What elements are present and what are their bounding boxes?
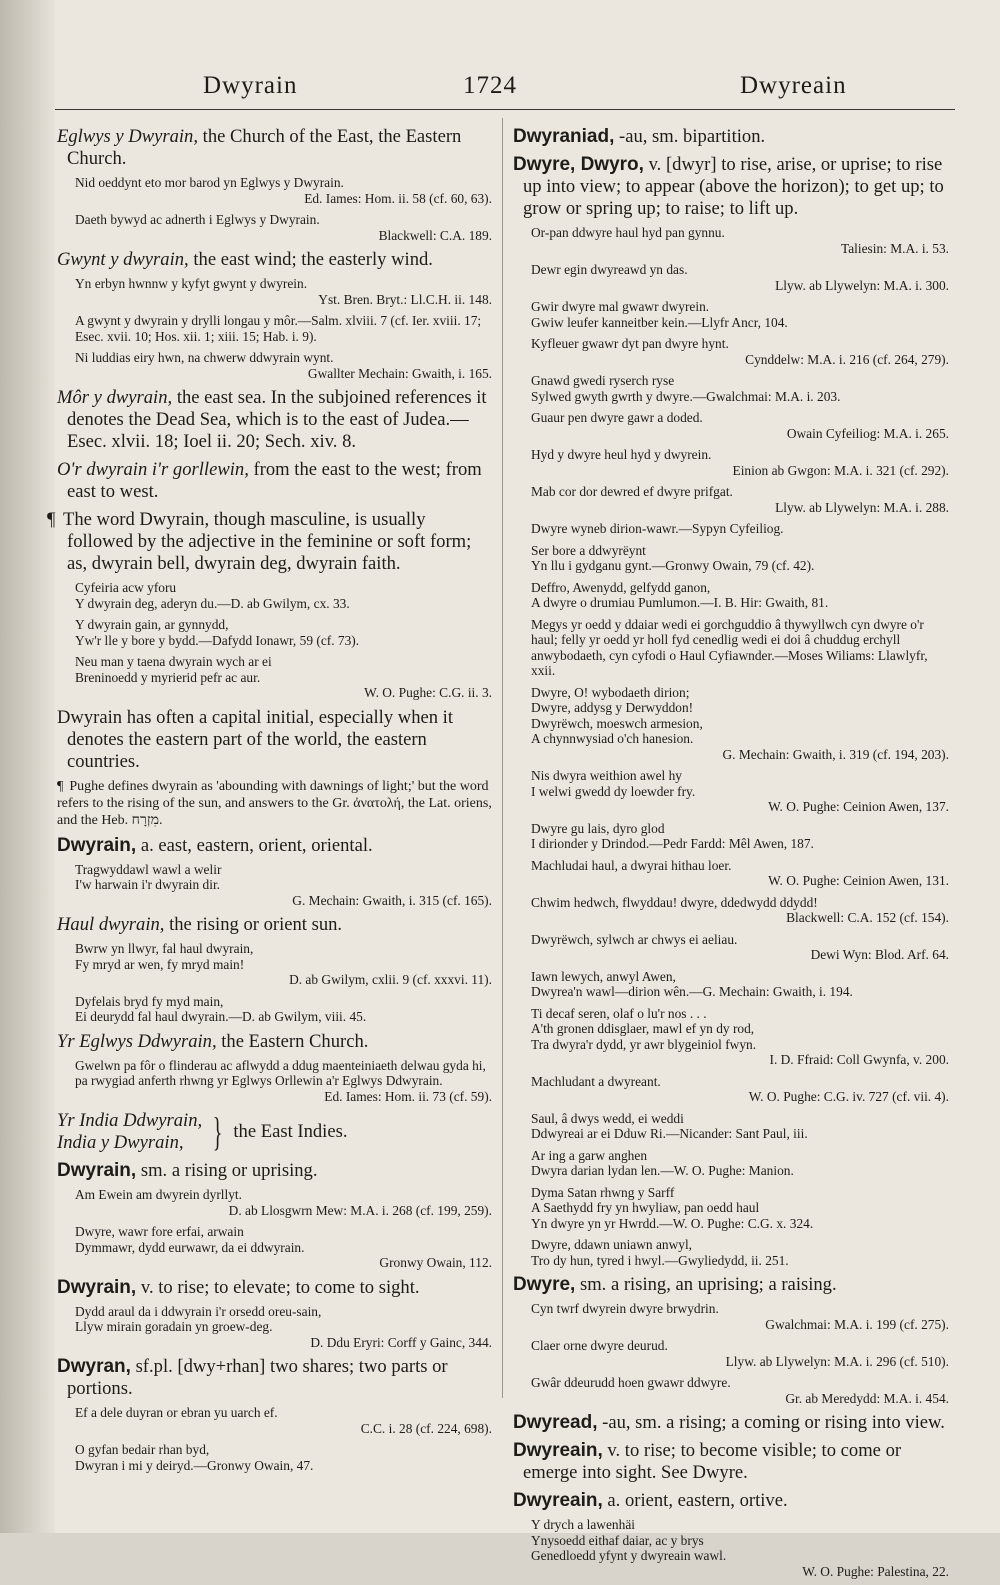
- citation: Gr. ab Meredydd: M.A. i. 454.: [785, 1390, 949, 1406]
- entry: [57, 459, 492, 503]
- quotation: Y drych a lawenhäi Ynysoedd eithaf daiar, ac y brys Genedloedd yfynt y dwyreain wawl. W. O. Pughe: Palestina, 22.: [531, 1517, 949, 1579]
- entry: [57, 249, 492, 271]
- citation: Gwallter Mechain: Gwaith, i. 165.: [307, 365, 492, 381]
- entry: [513, 126, 949, 148]
- citation: G. Mechain: Gwaith, i. 315 (cf. 165).: [292, 892, 492, 908]
- definition: the east sea. In the subjoined references it denotes the Dead Sea, which is to the east of Judea.—Esec. xlvii. 18; Ioel ii. 20; Sech. xiv. 8.: [67, 387, 487, 452]
- quotation: Machludant a dwyreant. W. O. Pughe: C.G. iv. 727 (cf. vii. 4).: [531, 1073, 949, 1104]
- brace-icon: }: [212, 1109, 223, 1154]
- citation: Einion ab Gwgon: M.A. i. 321 (cf. 292).: [732, 462, 949, 478]
- headword: Yr Eglwys Ddwyrain,: [57, 1030, 217, 1052]
- column-divider: [502, 118, 503, 1398]
- definition: a. orient, eastern, ortive.: [602, 1490, 788, 1511]
- quotation: Dwyre, wawr fore erfai, arwain Dymmawr, dydd eurwawr, da ei ddwyrain. Gronwy Owain, 112.: [75, 1224, 492, 1270]
- definition: the Eastern Church.: [216, 1030, 369, 1052]
- definition: sm. a rising, an uprising; a raising.: [575, 1274, 837, 1295]
- entry: [57, 1031, 492, 1053]
- definition: v. [dwyr] to rise, arise, or uprise; to rise up into view; to appear (above the horizon); to get up; to grow or spring up; to raise; to lift up.: [523, 154, 944, 219]
- quotation: Dwyre, ddawn uniawn anwyl, Tro dy hun, tyred i hwyl.—Gwyliedydd, ii. 251.: [531, 1237, 789, 1268]
- entry: [513, 1490, 949, 1512]
- headword: Môr y dwyrain,: [57, 387, 173, 408]
- definition: -au, sm. a rising; a coming or rising into view.: [597, 1412, 945, 1433]
- citation: W. O. Pughe: Palestina, 22.: [802, 1563, 949, 1579]
- citation: Blackwell: C.A. 152 (cf. 154).: [786, 910, 949, 925]
- quotation: Ser bore a ddwyrëynt Yn llu i gydganu gynt.—Gronwy Owain, 79 (cf. 42).: [531, 542, 815, 573]
- quotation: Am Ewein am dwyrein dyrllyt. D. ab Llosgwrn Mew: M.A. i. 268 (cf. 199, 259).: [75, 1187, 492, 1218]
- headword: Eglwys y Dwyrain,: [57, 126, 198, 147]
- definition: the east wind; the easterly wind.: [188, 249, 433, 270]
- entry: [57, 1110, 492, 1154]
- quotation: Or-pan ddwyre haul hyd pan gynnu. Taliesin: M.A. i. 53.: [531, 225, 949, 256]
- definition: the East Indies.: [233, 1121, 348, 1142]
- quotation: Ef a dele duyran or ebran yu uarch ef. C.C. i. 28 (cf. 224, 698).: [75, 1405, 492, 1436]
- quotation: Iawn lewych, anwyl Awen, Dwyrea'n wawl—dirion wên.—G. Mechain: Gwaith, i. 194.: [531, 968, 853, 999]
- pilcrow-icon: ¶: [57, 778, 64, 794]
- quotation: Neu man y taena dwyrain wych ar ei Breninoedd y myrierid pefr ac aur. W. O. Pughe: C.G. ii. 3.: [75, 654, 492, 700]
- usage-paragraph: Dwyrain has often a capital initial, especially when it denotes the eastern part of the world, the eastern countries.: [57, 706, 454, 772]
- citation: Ed. Iames: Hom. ii. 73 (cf. 59).: [324, 1088, 492, 1104]
- citation: Llyw. ab Llywelyn: M.A. i. 296 (cf. 510).: [725, 1353, 949, 1369]
- quotation: Nid oeddynt eto mor barod yn Eglwys y Dwyrain. Ed. Iames: Hom. ii. 58 (cf. 60, 63).: [75, 175, 492, 206]
- running-head-right: Dwyreain: [740, 72, 847, 99]
- headword: Yr India Ddwyrain,: [57, 1110, 203, 1131]
- quotation: Cyn twrf dwyrein dwyre brwydrin. Gwalchmai: M.A. i. 199 (cf. 275).: [531, 1301, 949, 1332]
- quotation: Tragwyddawl wawl a welir I'w harwain i'r dwyrain dir. G. Mechain: Gwaith, i. 315 (cf. 165).: [75, 861, 492, 908]
- citation: Blackwell: C.A. 189.: [378, 227, 492, 243]
- definition: the rising or orient sun.: [164, 914, 343, 935]
- definition: from the east to the west; from east to west.: [67, 459, 482, 502]
- definition: sm. a rising or uprising.: [136, 1160, 318, 1181]
- quotation: Ni luddias eiry hwn, na chwerw ddwyrain wynt. Gwallter Mechain: Gwaith, i. 165.: [75, 350, 492, 381]
- quotation: Kyfleuer gwawr dyt pan dwyre hynt. Cynddelw: M.A. i. 216 (cf. 264, 279).: [531, 336, 949, 367]
- quotation: Dydd araul da i ddwyrain i'r orsedd oreu-sain, Llyw mirain goradain yn groew-deg. D. Ddu Eryri: Corff y Gainc, 344.: [75, 1303, 492, 1350]
- quotation: Claer orne dwyre deurud. Llyw. ab Llywelyn: M.A. i. 296 (cf. 510).: [531, 1338, 949, 1369]
- entry: [57, 126, 492, 170]
- quotation: Dwyrëwch, sylwch ar chwys ei aeliau. Dewi Wyn: Blod. Arf. 64.: [531, 931, 949, 962]
- quotation: Hyd y dwyre heul hyd y dwyrein. Einion ab Gwgon: M.A. i. 321 (cf. 292).: [531, 447, 949, 478]
- quotation: A gwynt y dwyrain y drylli longau y môr.—Salm. xlviii. 7 (cf. Ier. xviii. 17; Esec. xvii. 10; Hos. xii. 1; xiii. 15; Hab. i. 9).: [75, 313, 482, 344]
- citation: Gronwy Owain, 112.: [379, 1255, 492, 1270]
- headword: India y Dwyrain,: [57, 1132, 184, 1153]
- right-column: [513, 120, 949, 1585]
- quotation: Ar ing a garw anghen Dwyra darian lydan len.—W. O. Pughe: Manion.: [531, 1147, 794, 1178]
- entry: [513, 1412, 949, 1434]
- headword: Gwynt y dwyrain,: [57, 249, 189, 270]
- citation: D. ab Gwilym, cxlii. 9 (cf. xxxvi. 11).: [289, 972, 492, 987]
- citation: C.C. i. 28 (cf. 224, 698).: [360, 1420, 492, 1436]
- page-number: 1724: [463, 72, 517, 99]
- definition: a. east, eastern, orient, oriental.: [136, 834, 373, 856]
- quotation: Y dwyrain gain, ar gynnydd, Yw'r lle y bore y bydd.—Dafydd Ionawr, 59 (cf. 73).: [75, 617, 360, 648]
- headword: Dwyraniad,: [513, 126, 615, 147]
- citation: W. O. Pughe: Ceinion Awen, 131.: [768, 873, 949, 888]
- citation: W. O. Pughe: C.G. ii. 3.: [364, 685, 492, 700]
- entry: [57, 1356, 492, 1400]
- citation: W. O. Pughe: Ceinion Awen, 137.: [768, 799, 949, 814]
- running-head-left: Dwyrain: [203, 72, 298, 99]
- citation: D. Ddu Eryri: Corff y Gainc, 344.: [310, 1334, 492, 1350]
- entry: [513, 1274, 949, 1296]
- quotation: Gwelwn pa fôr o flinderau ac aflwydd a ddug maenteiniaeth delwau gyda hi, pa rwygiad anferth rhwng yr Eglwys Orllewin a'r Eglwys Ddwyrain. Ed. Iames: Hom. ii. 73 (cf. 59).: [75, 1057, 492, 1104]
- entry: [57, 835, 492, 857]
- etymology-note: ¶ Pughe defines dwyrain as 'abounding with dawnings of light;' but the word refers to the rising of the sun, and answers to the Gr. ἀνατολή, the Lat. oriens, and the Heb. מִזְרָח.: [57, 778, 492, 828]
- citation: Dewi Wyn: Blod. Arf. 64.: [810, 947, 949, 962]
- citation: W. O. Pughe: C.G. iv. 727 (cf. vii. 4).: [748, 1089, 949, 1104]
- entry: [57, 914, 492, 936]
- citation: Gwalchmai: M.A. i. 199 (cf. 275).: [765, 1316, 949, 1332]
- header-rule: [55, 109, 955, 110]
- citation: G. Mechain: Gwaith, i. 319 (cf. 194, 203).: [722, 746, 949, 762]
- entry: [57, 387, 492, 453]
- quotation: Dwyre gu lais, dyro glod I dirionder y Drindod.—Pedr Fardd: Mêl Awen, 187.: [531, 820, 814, 851]
- citation: D. ab Llosgwrn Mew: M.A. i. 268 (cf. 199, 259).: [228, 1202, 492, 1218]
- headword: Dwyreain,: [513, 1490, 603, 1511]
- headword: Dwyre,: [513, 1274, 576, 1295]
- quotation: Saul, â dwys wedd, ei weddi Ddwyreai ar ei Dduw Ri.—Nicander: Sant Paul, iii.: [531, 1110, 808, 1141]
- quotation: Yn erbyn hwnnw y kyfyt gwynt y dwyrein. Yst. Bren. Bryt.: Ll.C.H. ii. 148.: [75, 276, 492, 307]
- headword: Dwyrain,: [57, 1276, 137, 1298]
- quotation: Dewr egin dwyreawd yn das. Llyw. ab Llywelyn: M.A. i. 300.: [531, 262, 949, 293]
- citation: Yst. Bren. Bryt.: Ll.C.H. ii. 148.: [318, 291, 492, 307]
- citation: Llyw. ab Llywelyn: M.A. i. 300.: [775, 277, 949, 293]
- entry: [513, 1440, 949, 1484]
- quotation: Gwir dwyre mal gwawr dwyrein. Gwiw leufer kanneitber kein.—Llyfr Ancr, 104.: [531, 299, 788, 330]
- usage-paragraph: The word Dwyrain, though masculine, is usually followed by the adjective in the feminine or soft form; as, dwyrain bell, dwyrain deg, dwyrain faith.: [63, 509, 472, 574]
- citation: Ed. Iames: Hom. ii. 58 (cf. 60, 63).: [304, 190, 492, 206]
- quotation: Daeth bywyd ac adnerth i Eglwys y Dwyrain. Blackwell: C.A. 189.: [75, 212, 492, 243]
- headword: Haul dwyrain,: [57, 914, 165, 935]
- left-column: [57, 120, 492, 1479]
- headword: Dwyread,: [513, 1412, 598, 1433]
- definition: the Church of the East, the Eastern Church.: [67, 126, 462, 169]
- quotation: Gwâr ddeurudd hoen gwawr ddwyre. Gr. ab Meredydd: M.A. i. 454.: [531, 1375, 949, 1406]
- definition: v. to rise; to elevate; to come to sight.: [136, 1276, 420, 1298]
- quotation: Dyfelais bryd fy myd main, Ei deurydd fal haul dwyrain.—D. ab Gwilym, viii. 45.: [75, 993, 367, 1024]
- headword: Dwyran,: [57, 1356, 131, 1377]
- quotation: Nis dwyra weithion awel hy I welwi gwedd dy loewder fry. W. O. Pughe: Ceinion Awen, 137.: [531, 768, 949, 814]
- citation: Cynddelw: M.A. i. 216 (cf. 264, 279).: [745, 351, 949, 367]
- quotation: Machludai haul, a dwyrai hithau loer. W. O. Pughe: Ceinion Awen, 131.: [531, 857, 949, 888]
- definition: sf.pl. [dwy+rhan] two shares; two parts or portions.: [67, 1356, 448, 1399]
- quotation: Dwyre, O! wybodaeth dirion; Dwyre, addysg y Derwyddon! Dwyrëwch, moeswch armesion, A chynnwysiad o'ch hanesion. G. Mechain: Gwaith, i. 319 (cf. 194, 203).: [531, 684, 949, 762]
- definition: v. to rise; to become visible; to come or emerge into sight. See Dwyre.: [523, 1440, 902, 1483]
- headword: O'r dwyrain i'r gorllewin,: [57, 459, 249, 480]
- citation: I. D. Ffraid: Coll Gwynfa, v. 200.: [769, 1052, 949, 1067]
- entry: [513, 154, 949, 220]
- quotation: Megys yr oedd y ddaiar wedi ei gorchguddio â thywyllwch cyn dwyre o'r haul; felly yr oedd yr holl fyd cenedlig wedi ei doi â chuddug erchyll anwybodaeth, cyn cyfodi o Haul Cyfiawnder.—Moses Wiliams: Llawlyfr, xxii.: [531, 616, 928, 678]
- quotation: Mab cor dor dewred ef dwyre prifgat. Llyw. ab Llywelyn: M.A. i. 288.: [531, 484, 949, 515]
- quotation: Deffro, Awenydd, gelfydd ganon, A dwyre o drumiau Pumlumon.—I. B. Hir: Gwaith, 81.: [531, 579, 829, 610]
- headword: Dwyrain,: [57, 834, 137, 856]
- binding-shadow: [0, 0, 55, 1533]
- quotation: Guaur pen dwyre gawr a doded. Owain Cyfeiliog: M.A. i. 265.: [531, 410, 949, 441]
- quotation: Ti decaf seren, olaf o lu'r nos . . . A'th gronen ddisglaer, mawl ef yn dy rod, Tra dwyra'r dydd, yr awr blygeiniol fwyn. I. D. Ffraid: Coll Gwynfa, v. 200.: [531, 1005, 949, 1067]
- quotation: Dyma Satan rhwng y Sarff A Saethydd fry yn hwyliaw, pan oedd haul Yn dwyre yn yr Hwrdd.—W. O. Pughe: C.G. x. 324.: [531, 1184, 814, 1231]
- quotation: O gyfan bedair rhan byd, Dwyran i mi y deiryd.—Gronwy Owain, 47.: [75, 1442, 314, 1473]
- quotation: Gnawd gwedi ryserch ryse Sylwed gwyth gwrth y dwyre.—Gwalchmai: M.A. i. 203.: [531, 373, 841, 404]
- citation: Llyw. ab Llywelyn: M.A. i. 288.: [775, 499, 949, 515]
- quotation: Chwim hedwch, flwyddau! dwyre, ddedwydd ddydd! Blackwell: C.A. 152 (cf. 154).: [531, 894, 949, 925]
- quotation: Bwrw yn llwyr, fal haul dwyrain, Fy mryd ar wen, fy mryd main! D. ab Gwilym, cxlii. 9 (cf. xxxvi. 11).: [75, 941, 492, 987]
- entry: [57, 1277, 492, 1299]
- entry: [57, 1160, 492, 1182]
- quotation: Cyfeiria acw yforu Y dwyrain deg, aderyn du.—D. ab Gwilym, cx. 33.: [75, 580, 350, 611]
- definition: -au, sm. bipartition.: [614, 126, 766, 147]
- citation: Taliesin: M.A. i. 53.: [840, 240, 949, 256]
- headword: Dwyre, Dwyro,: [513, 154, 644, 175]
- headword: Dwyrain,: [57, 1160, 137, 1181]
- quotation: Dwyre wyneb dirion-wawr.—Sypyn Cyfeiliog.: [531, 521, 784, 536]
- headword: Dwyreain,: [513, 1440, 603, 1461]
- citation: Owain Cyfeiliog: M.A. i. 265.: [786, 425, 949, 441]
